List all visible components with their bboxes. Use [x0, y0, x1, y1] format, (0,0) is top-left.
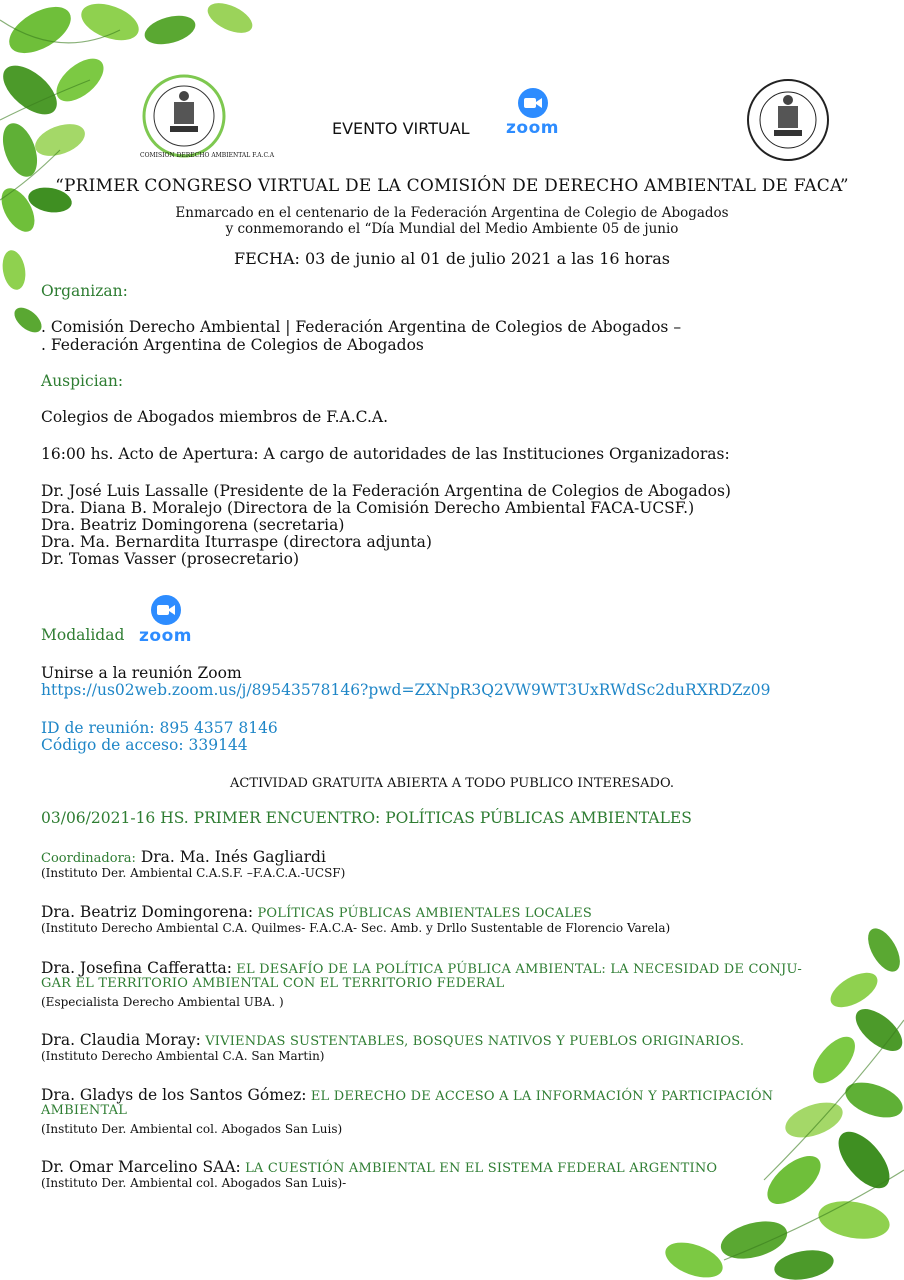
speaker-name: Dra. Claudia Moray: [41, 1031, 201, 1049]
authority-1: Dr. José Luis Lassalle (Presidente de la Federación Argentina de Colegios de Abogados) [41, 482, 731, 500]
logo-left-caption: COMISION DERECHO AMBIENTAL F.A.C.A [140, 152, 275, 159]
access-code: Código de acceso: 339144 [41, 736, 248, 754]
zoom-logo-text: zoom [506, 118, 559, 138]
event-date: FECHA: 03 de junio al 01 de julio 2021 a las 16 horas [233, 249, 671, 268]
zoom-camera-icon [518, 88, 548, 118]
faca-commission-logo-left [138, 72, 230, 164]
speaker-topic-continued: GAR EL TERRITORIO AMBIENTAL CON EL TERRITORIO FEDERAL [41, 976, 505, 991]
speaker-1 [41, 902, 592, 921]
speaker-name: Dr. Omar Marcelino SAA: [41, 1158, 241, 1176]
modalidad-label: Modalidad [41, 626, 125, 644]
join-meeting-label: Unirse a la reunión Zoom [41, 664, 242, 682]
speaker-4 [41, 1085, 773, 1104]
authority-2: Dra. Diana B. Moralejo (Directora de la Comisión Derecho Ambiental FACA-UCSF.) [41, 499, 695, 517]
sponsors: Colegios de Abogados miembros de F.A.C.A. [41, 408, 389, 426]
speaker-affiliation: (Especialista Derecho Ambiental UBA. ) [41, 995, 284, 1009]
speaker-affiliation: (Instituto Der. Ambiental col. Abogados San Luis) [41, 1122, 343, 1136]
authority-5: Dr. Tomas Vasser (prosecretario) [41, 550, 300, 568]
organizan-heading: Organizan: [41, 282, 128, 300]
speaker-affiliation: (Instituto Derecho Ambiental C.A. San Martin) [41, 1049, 325, 1063]
auspician-heading: Auspician: [41, 372, 124, 390]
zoom-camera-icon-modalidad [151, 595, 181, 625]
coordinator-affiliation: (Instituto Der. Ambiental C.A.S.F. –F.A.C.A.-UCSF) [41, 866, 346, 880]
speaker-topic: VIVIENDAS SUSTENTABLES, BOSQUES NATIVOS Y PUEBLOS ORIGINARIOS. [200, 1034, 745, 1049]
authority-4: Dra. Ma. Bernardita Iturraspe (directora adjunta) [41, 533, 432, 551]
speaker-name: Dra. Beatriz Domingorena: [41, 903, 254, 921]
page-title: “PRIMER CONGRESO VIRTUAL DE LA COMISIÓN DE DERECHO AMBIENTAL DE FACA” [55, 176, 849, 196]
speaker-topic-continued: AMBIENTAL [41, 1103, 128, 1118]
evento-virtual-label: EVENTO VIRTUAL [332, 119, 470, 138]
zoom-logo-text-modalidad: zoom [139, 626, 192, 646]
speaker-3 [41, 1030, 744, 1049]
speaker-affiliation: (Instituto Derecho Ambiental C.A. Quilmes- F.A.C.A- Sec. Amb. y Drllo Sustentable de Florencio Varela) [41, 921, 671, 935]
faca-logo-right [742, 76, 834, 168]
speaker-name: Dra. Josefina Cafferatta: [41, 959, 232, 977]
free-activity-notice: ACTIVIDAD GRATUITA ABIERTA A TODO PUBLICO INTERESADO. [229, 776, 675, 791]
speaker-topic: EL DESAFÍO DE LA POLÍTICA PÚBLICA AMBIENTAL: LA NECESIDAD DE CONJU- [231, 962, 802, 977]
speaker-topic: POLÍTICAS PÚBLICAS AMBIENTALES LOCALES [253, 906, 592, 921]
coordinator-name: Dra. Ma. Inés Gagliardi [135, 848, 326, 866]
speaker-affiliation: (Instituto Der. Ambiental col. Abogados San Luis)- [41, 1176, 347, 1190]
coordinator-label: Coordinadora: [41, 851, 136, 866]
meeting-id: ID de reunión: 895 4357 8146 [41, 719, 278, 737]
zoom-meeting-link[interactable]: https://us02web.zoom.us/j/89543578146?pwd=ZXNpR3Q2VW9WT3UxRWdSc2duRXRDZz09 [41, 681, 771, 699]
organizer-1: . Comisión Derecho Ambiental | Federación Argentina de Colegios de Abogados – [41, 318, 682, 336]
subtitle-line-2: y conmemorando el “Día Mundial del Medio Ambiente 05 de junio [225, 221, 679, 237]
first-meeting-heading: 03/06/2021-16 HS. PRIMER ENCUENTRO: POLÍTICAS PÚBLICAS AMBIENTALES [41, 809, 692, 827]
authority-3: Dra. Beatriz Domingorena (secretaria) [41, 516, 345, 534]
coordinator-line [41, 847, 326, 866]
speaker-name: Dra. Gladys de los Santos Gómez: [41, 1086, 307, 1104]
speaker-topic: EL DERECHO DE ACCESO A LA INFORMACIÓN Y PARTICIPACIÓN [306, 1089, 774, 1104]
organizer-2: . Federación Argentina de Colegios de Abogados [41, 336, 424, 354]
opening-act: 16:00 hs. Acto de Apertura: A cargo de autoridades de las Instituciones Organizadoras: [41, 445, 730, 463]
speaker-5 [41, 1157, 717, 1176]
speaker-topic: LA CUESTIÓN AMBIENTAL EN EL SISTEMA FEDERAL ARGENTINO [240, 1161, 718, 1176]
subtitle-line-1: Enmarcado en el centenario de la Federación Argentina de Colegio de Abogados [175, 205, 729, 221]
speaker-2 [41, 958, 802, 977]
